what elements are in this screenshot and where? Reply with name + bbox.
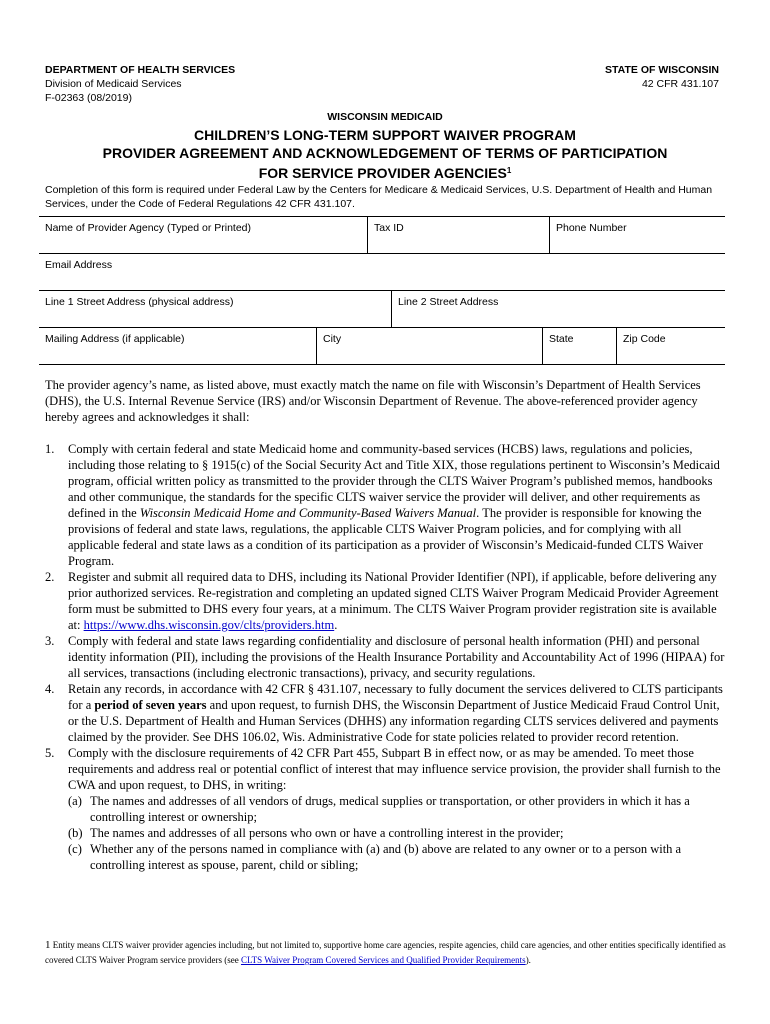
email-field[interactable]: Email Address xyxy=(45,259,113,271)
sub-number: (c) xyxy=(68,842,82,856)
sub-text: Whether any of the persons named in compliance with (a) and (b) above are related to any owner or to a person with a controlling interest as spouse, parent, child or sibling; xyxy=(90,842,682,872)
disclosure-item-b xyxy=(68,825,727,841)
form-title xyxy=(0,126,770,182)
header-left xyxy=(45,63,235,105)
term-item-2 xyxy=(45,569,727,633)
form-number: F-02363 (08/2019) xyxy=(45,92,132,104)
term-number: 5. xyxy=(45,746,55,760)
term-number: 4. xyxy=(45,682,55,696)
provider-registration-link[interactable]: https://www.dhs.wisconsin.gov/clts/providers.htm xyxy=(83,618,335,632)
phone-field[interactable]: Phone Number xyxy=(549,217,725,253)
agreement-body xyxy=(45,377,727,873)
term-text: Comply with the disclosure requirements of 42 CFR Part 455, Subpart B in effect now, or as may be amended. To meet those requirements and address real or potential conflict of interest that may influence service provision, the provider shall furnish to the CWA and upon request, to DHS, in writing: xyxy=(68,746,721,792)
term-item-1 xyxy=(45,441,727,569)
street2-field[interactable]: Line 2 Street Address xyxy=(391,291,725,327)
zip-field[interactable]: Zip Code xyxy=(616,328,725,364)
term-text: Comply with certain federal and state Medicaid home and community-based services (HCBS) laws, regulations and policies, including those relating to § 1915(c) of the Social Security Act and Title XIX, those regulations pertinent to Wisconsin’s Medicaid program, official written policy as transmitted to the provider through the CLTS Waiver Program’s published memos, handbooks and other communique, the standards for the specific CLTS waiver service the provider will deliver, and other requirements as defined in the xyxy=(68,442,720,520)
covered-services-link[interactable]: CLTS Waiver Program Covered Services and Qualified Provider Requirements xyxy=(240,955,526,965)
footnote-end: ). xyxy=(525,955,531,965)
term-text: . The provider is responsible for knowing the provisions of federal and state laws, regulations, the applicable CLTS Waiver Program policies, and for complying with all applicable federal and state laws as a condition of its participation as a provider of Wisconsin’s Medicaid-funded CLTS Waiver Program. xyxy=(68,506,703,568)
title-line-3-text: FOR SERVICE PROVIDER AGENCIES xyxy=(258,165,507,181)
form-row-1 xyxy=(39,217,725,254)
tax-id-field[interactable]: Tax ID xyxy=(367,217,549,253)
header-right xyxy=(605,63,719,91)
sub-number: (b) xyxy=(68,826,83,840)
state-field[interactable]: State xyxy=(542,328,616,364)
street1-field[interactable]: Line 1 Street Address (physical address) xyxy=(45,296,234,308)
division-name: Division of Medicaid Services xyxy=(45,78,182,90)
form-row-4 xyxy=(39,328,725,365)
term-text: Comply with federal and state laws regarding confidentiality and disclosure of personal health information (PHI) and personal identity information (PII), including the provisions of the Health Insurance Portability and Accountability Act of 1996 (HIPAA) for all services, transactions (including electronic transactions), privacy, and security regulations. xyxy=(68,634,725,680)
term-text: Retain any records, in accordance with 42 CFR § 431.107, necessary to fully document the services delivered to CLTS participants for a xyxy=(68,682,723,712)
disclosure-item-a xyxy=(68,793,727,825)
state-name: STATE OF WISCONSIN xyxy=(605,64,719,76)
intro-text: Completion of this form is required under Federal Law by the Centers for Medicare & Medicaid Services, U.S. Department of Health and Human Services, under the Code of Federal Regulations 42 CFR 431.107. xyxy=(45,184,713,210)
disclosure-sublist xyxy=(68,793,727,873)
provider-info-form xyxy=(39,216,725,365)
disclosure-item-c xyxy=(68,841,727,873)
footnote-number: 1 xyxy=(45,939,51,951)
term-item-4 xyxy=(45,681,727,745)
title-line-2: PROVIDER AGREEMENT AND ACKNOWLEDGEMENT OF TERMS OF PARTICIPATION xyxy=(102,145,668,161)
term-text: Register and submit all required data to DHS, including its National Provider Identifier (NPI), if applicable, before delivering any prior authorized services. Re-registration and completing an updated signed CLTS Waiver Program Medicaid Provider Agreement form must be submitted to DHS every four years, at a minimum. The CLTS Waiver Program provider registration site is available at: xyxy=(68,570,719,632)
lead-paragraph: The provider agency’s name, as listed above, must exactly match the name on file with Wisconsin’s Department of Health Services (DHS), the U.S. Internal Revenue Service (IRS) and/or Wisconsin Department of Revenue. The above-referenced provider agency hereby agrees and acknowledges it shall: xyxy=(45,378,701,424)
footnote xyxy=(45,938,727,968)
retention-period: period of seven years xyxy=(94,698,207,712)
sub-text: The names and addresses of all vendors of drugs, medical supplies or transportation, or other providers in which it has a controlling interest or ownership; xyxy=(90,794,690,824)
cfr-reference: 42 CFR 431.107 xyxy=(641,78,719,90)
footnote-text: Entity means CLTS waiver provider agencies including, but not limited to, supportive home care agencies, respite agencies, child care agencies, and other entities specifically identified as covered CLTS Waiver Program service providers (see xyxy=(45,940,726,965)
manual-title: Wisconsin Medicaid Home and Community-Based Waivers Manual xyxy=(139,506,477,520)
term-item-5 xyxy=(45,745,727,873)
mailing-address-field[interactable]: Mailing Address (if applicable) xyxy=(45,333,185,345)
term-item-3 xyxy=(45,633,727,681)
term-number: 2. xyxy=(45,570,55,584)
term-text: . xyxy=(334,618,338,632)
sub-number: (a) xyxy=(68,794,82,808)
program-name: WISCONSIN MEDICAID xyxy=(327,111,443,123)
title-line-3 xyxy=(0,162,770,182)
agency-name-field[interactable]: Name of Provider Agency (Typed or Printed) xyxy=(45,222,252,234)
term-number: 1. xyxy=(45,442,55,456)
term-number: 3. xyxy=(45,634,55,648)
title-line-1: CHILDREN’S LONG-TERM SUPPORT WAIVER PROGRAM xyxy=(194,127,576,143)
title-footnote-mark: 1 xyxy=(506,166,512,175)
department-name: DEPARTMENT OF HEALTH SERVICES xyxy=(45,64,236,76)
terms-list xyxy=(45,441,727,873)
term-text: and upon request, to furnish DHS, the Wisconsin Department of Justice Medicaid Fraud Control Unit, or the U.S. Department of Health and Human Services (DHHS) any information regarding CLTS services delivered and payments claimed by the provider. See DHS 106.02, Wis. Administrative Code for state policies related to provider record retention. xyxy=(68,698,720,744)
sub-text: The names and addresses of all persons who own or have a controlling interest in the provider; xyxy=(90,826,564,840)
form-row-2 xyxy=(39,254,725,291)
form-row-3 xyxy=(39,291,725,328)
city-field[interactable]: City xyxy=(316,328,542,364)
